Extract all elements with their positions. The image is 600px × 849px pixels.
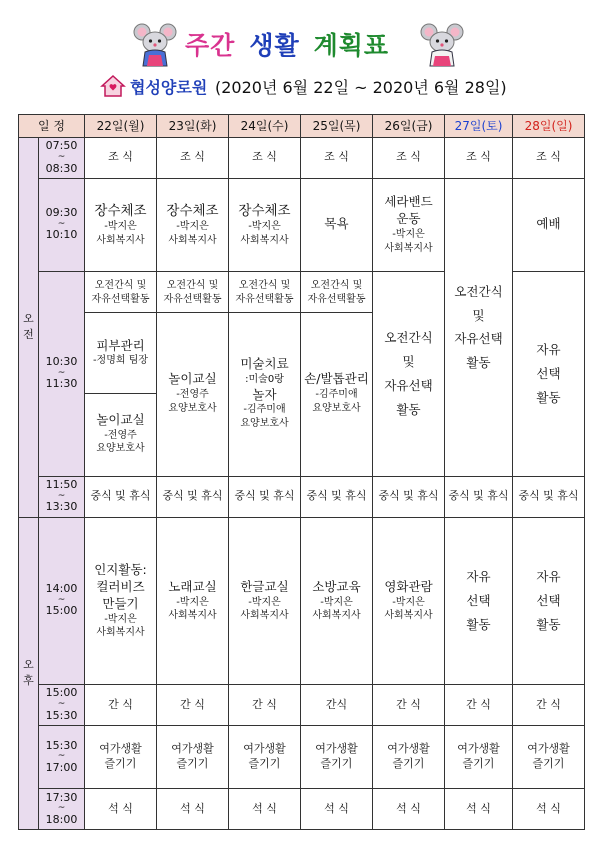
day-header-mon: 22일(월) [85, 115, 157, 138]
activity-cell: 자유 선택 활동 [513, 271, 585, 476]
activity-cell: 노래교실 -박지은 사회복지사 [157, 517, 229, 684]
afternoon-activity-row [19, 517, 585, 684]
activity-cell: 장수체조 -박지은 사회복지사 [157, 178, 229, 271]
activity-block: 놀이교실 -전영주 요양보호사 [168, 371, 217, 414]
lunch-cell: 중식 및 휴식 [229, 476, 301, 517]
activity-cell: 자유 선택 활동 [513, 517, 585, 684]
time-slot: 07:50 ~ 08:30 [39, 138, 85, 179]
dinner-row [19, 789, 585, 830]
lunch-cell: 중식 및 휴식 [157, 476, 229, 517]
dinner-cell: 석 식 [229, 789, 301, 830]
dinner-cell: 석 식 [445, 789, 513, 830]
activity-cell: 장수체조 -박지은 사회복지사 [85, 178, 157, 271]
snack-cell: 간식 [301, 685, 373, 726]
title-word-1: 주간 [185, 31, 236, 60]
activity-cell: 자유 선택 활동 [445, 517, 513, 684]
leisure-row [19, 725, 585, 788]
activity-cell: 장수체조 -박지은 사회복지사 [229, 178, 301, 271]
time-slot: 15:00 ~ 15:30 [39, 685, 85, 726]
dinner-cell: 석 식 [157, 789, 229, 830]
dinner-cell: 석 식 [301, 789, 373, 830]
activity-cell: 예배 [513, 178, 585, 271]
activity-cell: 오전간식 및 자유선택 활동 [373, 271, 445, 476]
lunch-cell: 중식 및 휴식 [85, 476, 157, 517]
snack-row [19, 685, 585, 726]
title-row [0, 22, 600, 66]
activity-cell [85, 271, 157, 476]
day-header-wed: 24일(수) [229, 115, 301, 138]
snack-free-block: 오전간식 및 자유선택활동 [229, 274, 300, 313]
morning-activity-row-1 [19, 178, 585, 271]
leisure-cell: 여가생활 즐기기 [85, 725, 157, 788]
schedule-header-label: 일 정 [19, 115, 85, 138]
schedule-period: (2020년 6월 22일 ~ 2020년 6월 28일) [215, 78, 507, 97]
snack-cell: 간 식 [85, 685, 157, 726]
activity-block: 피부관리 -정명희 팀장 [85, 313, 156, 394]
day-header-sun: 28일(일) [513, 115, 585, 138]
breakfast-cell: 조 식 [85, 138, 157, 179]
day-header-tue: 23일(화) [157, 115, 229, 138]
mouse-mascot-icon [133, 22, 177, 68]
weekly-schedule-table [18, 114, 585, 830]
leisure-cell: 여가생활 즐기기 [157, 725, 229, 788]
snack-cell: 간 식 [513, 685, 585, 726]
snack-free-block: 오전간식 및 자유선택활동 [85, 274, 156, 313]
dinner-cell: 석 식 [513, 789, 585, 830]
session-am: 오 전 [19, 138, 39, 518]
activity-block: 놀이교실 -전영주 요양보호사 [96, 411, 145, 455]
activity-cell [301, 271, 373, 476]
time-slot: 11:50 ~ 13:30 [39, 476, 85, 517]
dinner-cell: 석 식 [373, 789, 445, 830]
day-header-sat: 27일(토) [445, 115, 513, 138]
breakfast-cell: 조 식 [157, 138, 229, 179]
leisure-cell: 여가생활 즐기기 [445, 725, 513, 788]
page-title [185, 26, 389, 62]
mouse-mascot-icon [420, 22, 464, 68]
breakfast-cell: 조 식 [445, 138, 513, 179]
activity-cell: 오전간식 및 자유선택 활동 [445, 178, 513, 476]
snack-cell: 간 식 [157, 685, 229, 726]
breakfast-cell: 조 식 [373, 138, 445, 179]
snack-cell: 간 식 [373, 685, 445, 726]
title-word-3: 계획표 [313, 31, 390, 60]
snack-free-block: 오전간식 및 자유선택활동 [157, 274, 228, 313]
time-slot: 15:30 ~ 17:00 [39, 725, 85, 788]
breakfast-cell: 조 식 [229, 138, 301, 179]
time-slot: 09:30 ~ 10:10 [39, 178, 85, 271]
lunch-cell: 중식 및 휴식 [445, 476, 513, 517]
activity-cell: 영화관람 -박지은 사회복지사 [373, 517, 445, 684]
activity-cell: 한글교실 -박지은 사회복지사 [229, 517, 301, 684]
subtitle-row [0, 72, 600, 102]
house-icon [100, 74, 126, 98]
activity-cell [229, 271, 301, 476]
lunch-cell: 중식 및 휴식 [373, 476, 445, 517]
breakfast-cell: 조 식 [513, 138, 585, 179]
time-slot: 14:00 ~ 15:00 [39, 517, 85, 684]
activity-cell: 목욕 [301, 178, 373, 271]
time-slot: 17:30 ~ 18:00 [39, 789, 85, 830]
day-header-fri: 26일(금) [373, 115, 445, 138]
activity-block: 미술치료 :미술0랑 놀자 -김주미애 요양보호사 [240, 356, 289, 429]
breakfast-cell: 조 식 [301, 138, 373, 179]
snack-free-block: 오전간식 및 자유선택활동 [301, 274, 372, 313]
lunch-row [19, 476, 585, 517]
snack-cell: 간 식 [229, 685, 301, 726]
activity-cell: 세라밴드 운동 -박지은 사회복지사 [373, 178, 445, 271]
breakfast-row [19, 138, 585, 179]
snack-cell: 간 식 [445, 685, 513, 726]
dinner-cell: 석 식 [85, 789, 157, 830]
activity-cell [157, 271, 229, 476]
organization-name: 협성양로원 [130, 78, 208, 97]
activity-cell: 인지활동: 컬러비즈 만들기 -박지은 사회복지사 [85, 517, 157, 684]
leisure-cell: 여가생활 즐기기 [373, 725, 445, 788]
activity-cell: 소방교육 -박지은 사회복지사 [301, 517, 373, 684]
activity-block: 손/발톱관리 -김주미애 요양보호사 [304, 371, 369, 414]
title-word-2: 생활 [249, 31, 300, 60]
time-slot: 10:30 ~ 11:30 [39, 271, 85, 476]
leisure-cell: 여가생활 즐기기 [513, 725, 585, 788]
session-pm: 오 후 [19, 517, 39, 829]
day-header-thu: 25일(목) [301, 115, 373, 138]
lunch-cell: 중식 및 휴식 [513, 476, 585, 517]
leisure-cell: 여가생활 즐기기 [229, 725, 301, 788]
leisure-cell: 여가생활 즐기기 [301, 725, 373, 788]
table-header-row [19, 115, 585, 138]
lunch-cell: 중식 및 휴식 [301, 476, 373, 517]
